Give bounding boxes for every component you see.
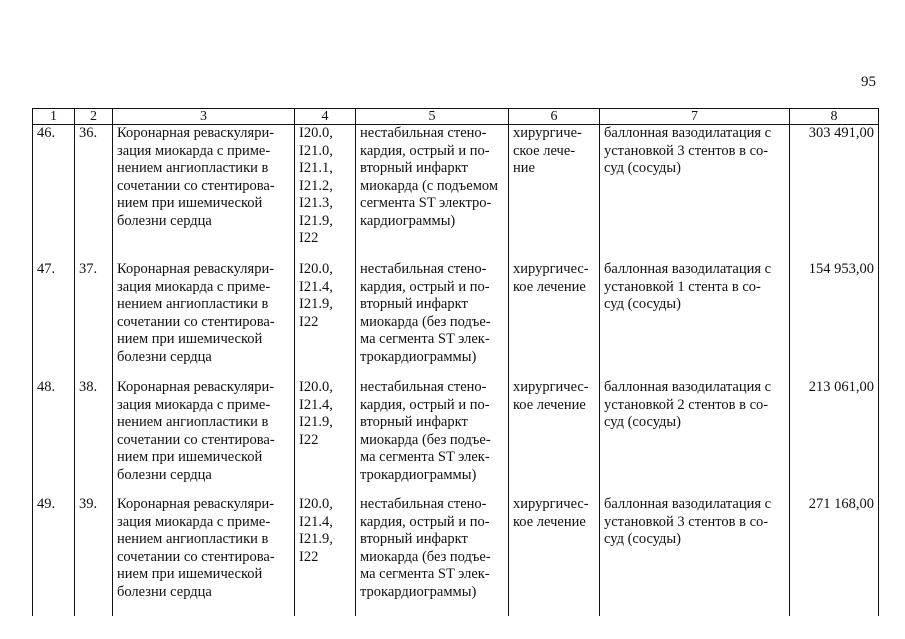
table-row <box>33 379 879 496</box>
tariff-table <box>32 108 879 616</box>
row-number-cell <box>33 125 75 262</box>
price-value: 271 168,00 <box>808 496 874 512</box>
treatment-type-cell <box>509 261 600 379</box>
treatment-method-cell <box>600 496 790 616</box>
patient-model-cell <box>356 261 509 379</box>
table-row <box>33 125 879 262</box>
icd-codes-cell <box>295 261 356 379</box>
column-number-1: 1 <box>33 109 75 125</box>
care-type-cell <box>113 261 295 379</box>
table-row <box>33 496 879 616</box>
icd-codes-cell <box>295 496 356 616</box>
patient-model-text: нестабильная стено- кардия, острый и по- вторный инфаркт миокарда (с подъемом сегмента ST электро- кардиограммы) <box>360 125 499 229</box>
care-type-cell <box>113 125 295 262</box>
row-number: 48. <box>37 379 56 395</box>
row-number: 49. <box>37 496 56 512</box>
column-number-7: 7 <box>600 109 790 125</box>
treatment-type-cell <box>509 496 600 616</box>
treatment-method-cell <box>600 261 790 379</box>
group-number: 39. <box>79 496 98 512</box>
treatment-type-cell <box>509 379 600 496</box>
treatment-method-text: баллонная вазодилатация с установкой 3 стентов в со- суд (сосуды) <box>604 496 772 547</box>
column-number-header-row <box>33 109 879 125</box>
treatment-type-cell <box>509 125 600 262</box>
treatment-method-cell <box>600 379 790 496</box>
column-number-8: 8 <box>790 109 879 125</box>
column-number-5: 5 <box>356 109 509 125</box>
treatment-type-text: хирургиче- ское лече- ние <box>513 125 582 176</box>
group-number-cell <box>75 261 113 379</box>
column-number-4: 4 <box>295 109 356 125</box>
patient-model-text: нестабильная стено- кардия, острый и по- вторный инфаркт миокарда (без подъе- ма сегмента ST элек- трокардиограммы) <box>360 379 491 483</box>
price-cell <box>790 496 879 616</box>
price-cell <box>790 261 879 379</box>
column-number-3: 3 <box>113 109 295 125</box>
group-number-cell <box>75 496 113 616</box>
icd-codes-text: I20.0, I21.4, I21.9, I22 <box>299 496 333 565</box>
patient-model-text: нестабильная стено- кардия, острый и по- вторный инфаркт миокарда (без подъе- ма сегмента ST элек- трокардиограммы) <box>360 496 491 600</box>
patient-model-cell <box>356 125 509 262</box>
care-type-text: Коронарная реваскуляри- зация миокарда с приме- нением ангиопластики в сочетании со стентирова- нием при ишемической болезни сердца <box>117 125 275 229</box>
care-type-text: Коронарная реваскуляри- зация миокарда с приме- нением ангиопластики в сочетании со стентирова- нием при ишемической болезни сердца <box>117 261 275 365</box>
treatment-type-text: хирургичес- кое лечение <box>513 496 589 530</box>
group-number-cell <box>75 379 113 496</box>
column-number-2: 2 <box>75 109 113 125</box>
group-number: 37. <box>79 261 98 277</box>
price-value: 213 061,00 <box>808 379 874 395</box>
care-type-text: Коронарная реваскуляри- зация миокарда с приме- нением ангиопластики в сочетании со стентирова- нием при ишемической болезни сердца <box>117 379 275 483</box>
icd-codes-text: I20.0, I21.4, I21.9, I22 <box>299 261 333 330</box>
treatment-method-text: баллонная вазодилатация с установкой 3 стентов в со- суд (сосуды) <box>604 125 772 176</box>
row-number: 47. <box>37 261 56 277</box>
treatment-type-text: хирургичес- кое лечение <box>513 379 589 413</box>
price-value: 303 491,00 <box>808 125 874 141</box>
patient-model-cell <box>356 496 509 616</box>
care-type-text: Коронарная реваскуляри- зация миокарда с приме- нением ангиопластики в сочетании со стентирова- нием при ишемической болезни сердца <box>117 496 275 600</box>
group-number: 38. <box>79 379 98 395</box>
price-cell <box>790 125 879 262</box>
table-row <box>33 261 879 379</box>
treatment-type-text: хирургичес- кое лечение <box>513 261 589 295</box>
price-value: 154 953,00 <box>808 261 874 277</box>
treatment-method-cell <box>600 125 790 262</box>
icd-codes-text: I20.0, I21.0, I21.1, I21.2, I21.3, I21.9, I22 <box>299 125 333 246</box>
group-number: 36. <box>79 125 98 141</box>
care-type-cell <box>113 379 295 496</box>
icd-codes-text: I20.0, I21.4, I21.9, I22 <box>299 379 333 448</box>
patient-model-text: нестабильная стено- кардия, острый и по- вторный инфаркт миокарда (без подъе- ма сегмента ST элек- трокардиограммы) <box>360 261 491 365</box>
icd-codes-cell <box>295 125 356 262</box>
treatment-method-text: баллонная вазодилатация с установкой 2 стентов в со- суд (сосуды) <box>604 379 772 430</box>
group-number-cell <box>75 125 113 262</box>
treatment-method-text: баллонная вазодилатация с установкой 1 стента в со- суд (сосуды) <box>604 261 772 312</box>
row-number: 46. <box>37 125 56 141</box>
icd-codes-cell <box>295 379 356 496</box>
row-number-cell <box>33 379 75 496</box>
column-number-6: 6 <box>509 109 600 125</box>
row-number-cell <box>33 261 75 379</box>
page-number: 95 <box>861 74 876 90</box>
patient-model-cell <box>356 379 509 496</box>
row-number-cell <box>33 496 75 616</box>
price-cell <box>790 379 879 496</box>
care-type-cell <box>113 496 295 616</box>
